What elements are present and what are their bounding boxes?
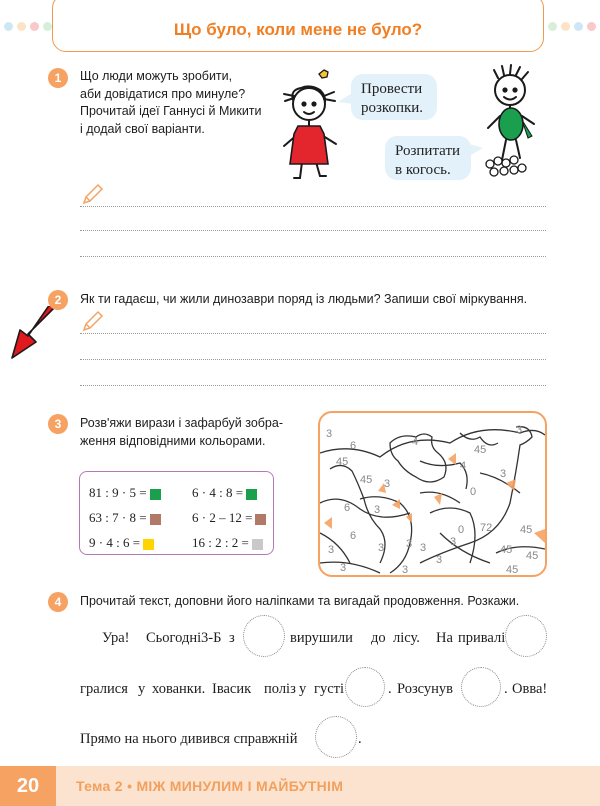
red-arrow-icon — [6, 306, 58, 362]
picture-number: 45 — [500, 544, 513, 556]
picture-number: 0 — [458, 524, 465, 536]
task1-line: і додай свої варіанти. — [80, 121, 205, 136]
expression-item — [192, 485, 257, 501]
task3-line: ження відповідними кольорами. — [80, 433, 266, 448]
picture-number: 45 — [474, 444, 487, 456]
picture-number: 3 — [402, 564, 409, 575]
picture-number: 6 — [350, 440, 357, 452]
page-number: 20 — [0, 766, 56, 806]
story-word: Сьогодні — [146, 630, 202, 646]
task-number-4: 4 — [48, 592, 68, 612]
story-word: поліз — [264, 681, 296, 697]
picture-number: 45 — [360, 474, 373, 486]
task1-line: Прочитай ідеї Ганнусі й Микити — [80, 104, 262, 118]
story-word: привалі — [458, 630, 506, 646]
dinosaur-coloring-picture[interactable] — [318, 411, 547, 577]
picture-number: 3 — [450, 536, 457, 548]
picture-number: 4 — [460, 460, 467, 472]
picture-number: 3 — [384, 478, 391, 490]
story-word: Івасик — [212, 681, 252, 697]
bubble-line: в когось. — [395, 162, 451, 178]
picture-number: 3 — [500, 468, 507, 480]
writing-line[interactable] — [80, 230, 546, 231]
picture-number: 6 — [344, 502, 351, 514]
task2-text: Як ти гадаєш, чи жили динозаври поряд із людьми? Запиши свої міркування. — [80, 292, 528, 306]
story-word: Розсунув — [397, 681, 454, 697]
writing-line[interactable] — [80, 385, 546, 386]
story-word: густі — [314, 681, 344, 697]
story-word: до — [371, 630, 386, 646]
picture-number: 3 — [374, 504, 381, 516]
story-word: . — [388, 681, 392, 697]
picture-number: 6 — [350, 530, 357, 542]
boy-illustration — [478, 64, 548, 182]
writing-line[interactable] — [80, 359, 546, 360]
dinosaur-drawing — [320, 413, 545, 575]
expression-text: 6 · 4 : 8 = — [192, 485, 244, 500]
expression-item — [192, 535, 263, 551]
story-word: у — [138, 681, 146, 697]
story-word: Ура! — [102, 630, 130, 646]
story-word: лісу. — [393, 630, 420, 646]
task1-line: аби довідатися про минуле? — [80, 86, 246, 101]
bubble-line: розкопки. — [361, 100, 424, 116]
task4-instruction: Прочитай текст, доповни його наліпками та вигадай продовження. Розкажи. — [80, 594, 520, 608]
picture-number: 4 — [412, 436, 419, 448]
sticker-placeholder[interactable] — [315, 716, 357, 758]
picture-number: 45 — [506, 564, 519, 575]
expression-text: 6 · 2 – 12 = — [192, 510, 253, 525]
expression-text: 9 · 4 : 6 = — [89, 535, 141, 550]
task3-text — [80, 415, 283, 450]
color-swatch — [150, 514, 161, 525]
decor-dots-right — [548, 22, 596, 31]
expression-item — [192, 510, 266, 526]
picture-number: 0 — [470, 486, 477, 498]
bubble-line: Провести — [361, 81, 423, 97]
task-number-1: 1 — [48, 68, 68, 88]
bubble-line: Розпитати — [395, 143, 461, 159]
color-swatch — [150, 489, 161, 500]
sticker-placeholder[interactable] — [243, 615, 285, 657]
story-word: з — [229, 630, 235, 646]
girl-illustration — [276, 66, 352, 182]
picture-number: 72 — [480, 522, 493, 534]
picture-number: 3 — [516, 424, 523, 436]
picture-number: 3 — [420, 542, 427, 554]
expression-item — [89, 510, 161, 526]
picture-number: 45 — [520, 524, 533, 536]
picture-number: 45 — [336, 456, 349, 468]
expression-item — [89, 535, 154, 551]
color-swatch — [252, 539, 263, 550]
story-word: вирушили — [290, 630, 353, 646]
speech-bubble-girl — [351, 74, 437, 120]
story-word: Прямо на нього дивився справжній — [80, 731, 298, 747]
expression-item — [89, 485, 161, 501]
picture-number: 3 — [328, 544, 335, 556]
page-title: Що було, коли мене не було? — [173, 20, 423, 39]
expression-text: 63 : 7 · 8 = — [89, 510, 147, 525]
pencil-icon — [80, 310, 104, 334]
picture-number: 3 — [406, 538, 413, 550]
writing-line[interactable] — [80, 333, 546, 334]
speech-bubble-boy — [385, 136, 471, 180]
color-swatch — [143, 539, 154, 550]
task-number-2: 2 — [48, 290, 68, 310]
pencil-icon — [80, 183, 104, 207]
color-swatch — [246, 489, 257, 500]
expression-text: 81 : 9 · 5 = — [89, 485, 147, 500]
story-word: у — [299, 681, 307, 697]
task1-text — [80, 68, 262, 138]
story-word: гралися — [80, 681, 128, 697]
picture-number: 3 — [436, 554, 443, 566]
story-word: 3-Б — [201, 630, 222, 646]
writing-line[interactable] — [80, 256, 546, 257]
story-word: . — [358, 731, 362, 747]
task-number-3: 3 — [48, 414, 68, 434]
sticker-placeholder[interactable] — [461, 667, 501, 707]
picture-number: 3 — [378, 542, 385, 554]
task3-line: Розв'яжи вирази і зафарбуй зобра- — [80, 416, 283, 430]
writing-line[interactable] — [80, 206, 546, 207]
sticker-placeholder[interactable] — [505, 615, 547, 657]
expression-text: 16 : 2 : 2 = — [192, 535, 249, 550]
bubble-tail — [338, 92, 354, 106]
footer-topic: Тема 2 • МІЖ МИНУЛИМ І МАЙБУТНІМ — [76, 778, 344, 794]
story-word: На — [436, 630, 453, 646]
story-word: Овва! — [512, 681, 548, 697]
picture-number: 3 — [340, 562, 347, 574]
story-word: хованки. — [152, 681, 206, 697]
color-swatch — [255, 514, 266, 525]
task1-line: Що люди можуть зробити, — [80, 69, 233, 83]
picture-number: 3 — [326, 428, 333, 440]
picture-number: 45 — [526, 550, 539, 562]
sticker-placeholder[interactable] — [345, 667, 385, 707]
story-word: . — [504, 681, 508, 697]
